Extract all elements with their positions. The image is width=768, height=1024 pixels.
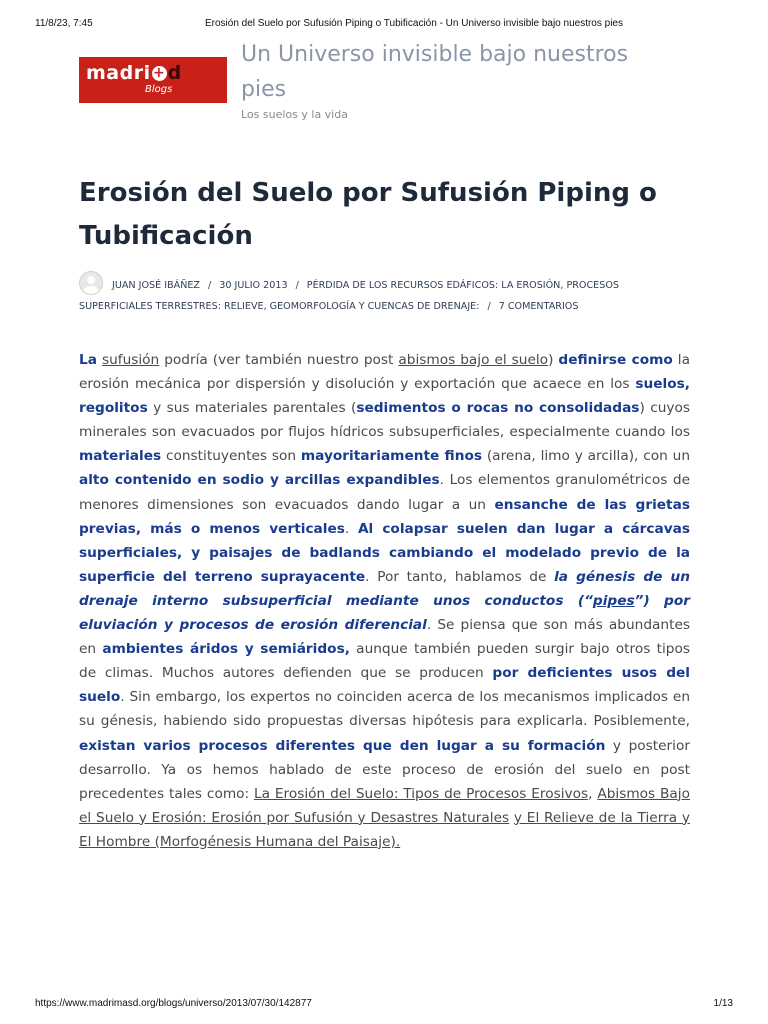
link-erosion-tipos[interactable]: La Erosión del Suelo: Tipos de Procesos Erosivos xyxy=(254,785,589,802)
article-emphasis: mayoritariamente finos xyxy=(300,448,482,465)
article-emphasis: existan varios procesos diferentes que den lugar a su formación xyxy=(79,737,606,754)
logo-wordmark xyxy=(86,62,182,84)
post-categories[interactable]: PÉRDIDA DE LOS RECURSOS EDÁFICOS: LA EROSIÓN, PROCESOS SUPERFICIALES TERRESTRES: RELIEVE, GEOMORFOLOGÍA Y CUENCAS DE DRENAJE: xyxy=(79,280,619,312)
print-header xyxy=(35,18,733,32)
madrimasd-blogs-logo[interactable] xyxy=(79,57,227,103)
link-sufusion[interactable]: sufusión xyxy=(101,352,160,368)
article-text: La xyxy=(79,352,97,368)
link-abismos-sufusion[interactable]: Abismos Bajo el Suelo y Erosión: Erosión por Sufusión y Desastres Naturales xyxy=(79,785,690,826)
post-title: Erosión del Suelo por Sufusión Piping o Tubificación xyxy=(79,178,657,251)
article-emphasis: ambientes áridos y semiáridos, xyxy=(102,641,350,658)
post-meta xyxy=(79,271,694,317)
article-text: aunque también pueden surgir bajo otros tipos de climas. Muchos autores defienden que se producen xyxy=(79,641,690,682)
author-link[interactable]: JUAN JOSÉ IBÁÑEZ xyxy=(112,280,201,291)
logo-part-2: d xyxy=(167,62,182,84)
meta-separator: / xyxy=(208,280,212,291)
article-body xyxy=(79,348,690,854)
logo-part-1: madri xyxy=(86,62,151,84)
article-text: la erosión mecánica por dispersión y disolución y exportación que acaece en los xyxy=(79,352,690,393)
article-text: podría (ver también nuestro post xyxy=(159,352,399,368)
article-emphasis-italic: la génesis de un drenaje interno subsuperficial mediante unos conductos (“ xyxy=(79,568,690,609)
link-relieve-hombre[interactable]: y El Relieve de la Tierra y El Hombre (Morfogénesis Humana del Paisaje). xyxy=(79,809,690,850)
article-emphasis: Al colapsar suelen dan lugar a cárcavas superficiales, y paisajes de badlands cambiando el modelado previo de la superficie del terreno suprayacente xyxy=(79,520,690,585)
article-text: . xyxy=(344,520,358,537)
article-text: constituyentes son xyxy=(161,448,301,465)
post-date[interactable]: 30 JULIO 2013 xyxy=(219,280,288,291)
print-page-number: 1/13 xyxy=(713,998,733,1009)
article-text: ) cuyos minerales son evacuados por flujos hídricos subsuperficiales, especialmente cuando los xyxy=(79,400,691,441)
site-title[interactable]: Un Universo invisible bajo nuestros pies xyxy=(241,42,629,102)
print-date: 11/8/23, 7:45 xyxy=(35,18,93,29)
article-text: ) xyxy=(548,352,559,368)
article-text: (arena, limo y arcilla), con un xyxy=(482,448,691,465)
author-avatar-icon xyxy=(79,271,103,295)
article-emphasis-italic: ”) por eluviación y procesos de erosión diferencial xyxy=(79,592,690,634)
meta-separator: / xyxy=(487,301,491,312)
article-text: y sus materiales parentales ( xyxy=(147,400,357,417)
article-emphasis: alto contenido en sodio y arcillas expandibles xyxy=(79,472,440,489)
article-text: . Se piensa que son más abundantes en xyxy=(79,617,690,658)
comments-link[interactable]: 7 COMENTARIOS xyxy=(498,301,579,312)
site-tagline: Los suelos y la vida xyxy=(241,108,348,121)
logo-plus-icon: + xyxy=(152,65,166,81)
article-emphasis: ensanche de las grietas previas, más o menos verticales xyxy=(79,496,690,537)
print-url: https://www.madrimasd.org/blogs/universo/2013/07/30/142877 xyxy=(35,998,312,1009)
link-abismos-bajo-el-suelo[interactable]: abismos bajo el suelo xyxy=(398,352,549,368)
article-emphasis: suelos, regolitos xyxy=(79,376,690,417)
article-emphasis: por deficientes usos del suelo xyxy=(79,665,690,706)
article-emphasis: definirse como xyxy=(558,352,673,368)
article-emphasis: sedimentos o rocas no consolidadas xyxy=(356,400,640,417)
logo-sub: Blogs xyxy=(145,84,173,95)
article-emphasis: materiales xyxy=(79,448,162,465)
article-text: . Sin embargo, los expertos no coinciden acerca de los mecanismos implicados en su génesis, habiendo sido propuestas diversas hipótesis para explicarla. Posiblemente, xyxy=(79,689,690,730)
article-text: . Los elementos granulométricos de menores dimensiones son evacuados dando lugar a un xyxy=(79,472,690,513)
print-footer xyxy=(35,998,733,1012)
meta-separator: / xyxy=(295,280,299,291)
link-pipes[interactable]: pipes xyxy=(592,592,635,609)
article-text: y posterior desarrollo. Ya os hemos hablado de este proceso de erosión del suelo en post precedentes tales como: xyxy=(79,737,690,802)
article-text: . Por tanto, hablamos de xyxy=(365,568,555,585)
article-text: , xyxy=(588,785,598,802)
print-document-title: Erosión del Suelo por Sufusión Piping o Tubificación - Un Universo invisible bajo nuestros pies xyxy=(204,18,623,29)
